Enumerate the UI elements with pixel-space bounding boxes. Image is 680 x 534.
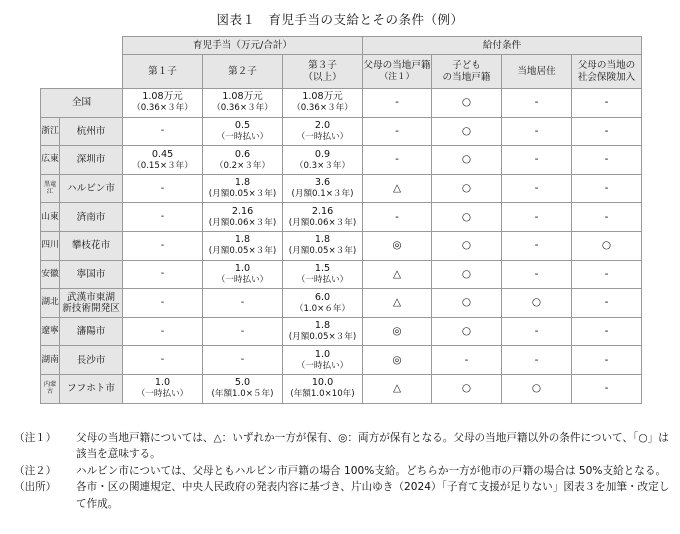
allowance-cell-child1	[123, 146, 203, 175]
allowance-amount: 1.0	[154, 377, 171, 389]
allowance-cell-child2	[203, 260, 283, 289]
condition-child-hukou: ○	[432, 231, 502, 260]
condition-local-residence: ○	[502, 374, 572, 403]
corner-cell	[41, 37, 123, 89]
allowance-breakdown: (月額0.05×３年)	[208, 246, 277, 257]
allowance-breakdown: (月額0.1×３年)	[291, 189, 354, 200]
row-region-label: 湖南	[41, 346, 60, 375]
header-child3-line2: （以上）	[303, 71, 342, 83]
header-child2: 第２子	[203, 55, 283, 89]
allowance-amount: 0.6	[234, 148, 251, 160]
allowance-cell-child1	[123, 289, 203, 318]
allowance-cell-child2	[203, 146, 283, 175]
allowance-amount: 0.5	[234, 120, 251, 132]
allowance-breakdown: （1.0×６年）	[294, 303, 351, 314]
allowance-amount: -	[160, 354, 165, 366]
row-city-name: 攀枝花市	[60, 231, 123, 260]
allowance-cell-child2	[203, 231, 283, 260]
condition-child-hukou: ○	[432, 374, 502, 403]
condition-parent-hukou: -	[363, 203, 432, 232]
header-child-hukou-line2: の当地戸籍	[442, 71, 491, 83]
allowance-amount: 6.0	[314, 291, 331, 303]
condition-parent-hukou: -	[363, 117, 432, 146]
allowance-amount: -	[160, 296, 165, 308]
allowance-amount: 1.08万元	[302, 91, 343, 103]
allowance-amount: 1.08万元	[222, 91, 263, 103]
allowance-breakdown: (月額0.05×３年)	[208, 189, 277, 200]
allowance-cell-child2	[203, 289, 283, 318]
condition-social-insurance: -	[572, 203, 642, 232]
condition-local-residence: -	[502, 89, 572, 118]
allowance-breakdown: （一時払い）	[296, 360, 349, 371]
allowance-amount: 2.16	[231, 205, 254, 217]
condition-child-hukou: ○	[432, 260, 502, 289]
table-row	[41, 89, 642, 118]
condition-local-residence: -	[502, 317, 572, 346]
allowance-cell-child2	[203, 317, 283, 346]
row-city-name: 瀋陽市	[60, 317, 123, 346]
note-tag: （出所）	[14, 481, 57, 494]
row-city-name: 全国	[41, 89, 123, 118]
allowance-cell-child3	[283, 89, 363, 118]
condition-social-insurance: -	[572, 260, 642, 289]
condition-parent-hukou: -	[363, 89, 432, 118]
row-region-label: 安徽	[41, 260, 60, 289]
condition-parent-hukou: △	[363, 374, 432, 403]
allowance-amount: -	[160, 211, 165, 223]
allowance-breakdown: （0.36×３年）	[292, 103, 353, 114]
allowance-breakdown: (月額0.06×３年)	[288, 217, 357, 228]
table-row	[41, 231, 642, 260]
table-row	[41, 174, 642, 203]
condition-parent-hukou: ◎	[363, 317, 432, 346]
condition-local-residence: -	[502, 146, 572, 175]
allowance-cell-child1	[123, 117, 203, 146]
condition-child-hukou: ○	[432, 174, 502, 203]
row-region-label: 内蒙古	[41, 374, 60, 403]
allowance-cell-child3	[283, 231, 363, 260]
table-body	[41, 89, 642, 404]
table-row	[41, 203, 642, 232]
allowance-amount: 2.16	[311, 205, 334, 217]
condition-child-hukou: ○	[432, 89, 502, 118]
condition-child-hukou: ○	[432, 203, 502, 232]
table-row	[41, 146, 642, 175]
allowance-cell-child3	[283, 346, 363, 375]
table-row	[41, 374, 642, 403]
allowance-amount: 1.8	[314, 234, 331, 246]
condition-parent-hukou: △	[363, 289, 432, 318]
row-region-label: 山東	[41, 203, 60, 232]
allowance-breakdown: (月額0.06×３年)	[208, 217, 277, 228]
row-city-name: 長沙市	[60, 346, 123, 375]
allowance-breakdown: （一時払い）	[216, 132, 269, 143]
allowance-breakdown: （0.3×３年）	[294, 160, 351, 171]
header-child3-line1: 第３子	[308, 59, 337, 71]
condition-child-hukou: ○	[432, 117, 502, 146]
condition-local-residence: -	[502, 346, 572, 375]
header-social-insurance-line2: 社会保険加入	[577, 71, 636, 83]
row-city-name: フフホト市	[60, 374, 123, 403]
note-item	[14, 430, 674, 463]
allowance-amount: -	[160, 125, 165, 137]
header-allowance-group: 育児手当（万元/合計）	[123, 37, 363, 55]
allowance-breakdown: (月額0.05×３年)	[288, 332, 357, 343]
condition-social-insurance: -	[572, 89, 642, 118]
allowance-amount: -	[240, 296, 245, 308]
condition-parent-hukou: ◎	[363, 231, 432, 260]
condition-child-hukou: ○	[432, 146, 502, 175]
row-city-name: 杭州市	[60, 117, 123, 146]
condition-local-residence: -	[502, 260, 572, 289]
note-text: ハルビン市については、父母ともハルビン市戸籍の場合 100%支給。どちらか一方が他市の戸籍の場合は 50%支給となる。	[76, 464, 667, 477]
allowance-breakdown: （一時払い）	[216, 274, 269, 285]
table-row	[41, 117, 642, 146]
condition-local-residence: -	[502, 174, 572, 203]
header-child-hukou-line1: 子ども	[452, 59, 481, 71]
header-parent-hukou	[363, 55, 432, 89]
allowance-cell-child2	[203, 174, 283, 203]
allowance-cell-child3	[283, 117, 363, 146]
condition-social-insurance: -	[572, 374, 642, 403]
condition-parent-hukou: -	[363, 146, 432, 175]
note-tag: （注１）	[14, 432, 57, 444]
allowance-cell-child1	[123, 203, 203, 232]
allowance-breakdown: (月額0.05×３年)	[288, 246, 357, 257]
allowance-breakdown: （0.36×３年）	[132, 103, 193, 114]
header-social-insurance	[572, 55, 642, 89]
condition-social-insurance: -	[572, 346, 642, 375]
allowance-cell-child3	[283, 203, 363, 232]
header-child-hukou	[432, 55, 502, 89]
condition-local-residence: ○	[502, 289, 572, 318]
row-city-name: 武漢市東湖 新技術開発区	[60, 289, 123, 318]
condition-social-insurance: -	[572, 117, 642, 146]
allowance-cell-child3	[283, 146, 363, 175]
allowance-cell-child1	[123, 174, 203, 203]
allowance-cell-child1	[123, 260, 203, 289]
allowance-amount: 0.45	[151, 148, 174, 160]
condition-child-hukou: ○	[432, 289, 502, 318]
condition-parent-hukou: ◎	[363, 346, 432, 375]
allowance-cell-child1	[123, 374, 203, 403]
allowance-amount: 1.8	[314, 320, 331, 332]
header-local-residence: 当地居住	[502, 55, 572, 89]
row-region-label: 湖北	[41, 289, 60, 318]
row-region-label: 四川	[41, 231, 60, 260]
allowance-breakdown: (年額1.0×10年)	[290, 389, 355, 400]
condition-parent-hukou: △	[363, 260, 432, 289]
note-item	[14, 479, 674, 512]
notes-section	[14, 430, 674, 512]
allowance-cell-child3	[283, 174, 363, 203]
allowance-cell-child3	[283, 374, 363, 403]
condition-social-insurance: -	[572, 317, 642, 346]
condition-parent-hukou: △	[363, 174, 432, 203]
allowance-amount: 3.6	[314, 177, 331, 189]
allowance-cell-child1	[123, 89, 203, 118]
condition-child-hukou: -	[432, 346, 502, 375]
allowance-cell-child1	[123, 346, 203, 375]
condition-social-insurance: -	[572, 174, 642, 203]
allowance-cell-child2	[203, 346, 283, 375]
row-city-name: 寧国市	[60, 260, 123, 289]
header-parent-hukou-note: （注１）	[379, 72, 415, 83]
allowance-breakdown: （0.15×３年）	[132, 160, 193, 171]
note-text: 父母の当地戸籍については、△：いずれか一方が保有、◎：両方が保有となる。父母の当地戸籍以外の条件について、「○」は該当を意味する。	[76, 432, 669, 461]
allowance-amount: 0.9	[314, 148, 331, 160]
allowance-breakdown: （一時払い）	[296, 132, 349, 143]
condition-social-insurance: ○	[572, 231, 642, 260]
allowance-amount: 2.0	[314, 120, 331, 132]
allowance-amount: 1.0	[234, 263, 251, 274]
allowance-amount: -	[160, 182, 165, 194]
allowance-amount: -	[160, 325, 165, 337]
allowance-amount: 1.08万元	[142, 91, 183, 103]
figure-title: 図表１ 育児手当の支給とその条件（例）	[216, 12, 464, 27]
allowance-table	[40, 36, 642, 404]
allowance-breakdown: （0.36×３年）	[212, 103, 273, 114]
allowance-cell-child3	[283, 317, 363, 346]
allowance-cell-child2	[203, 374, 283, 403]
condition-local-residence: -	[502, 203, 572, 232]
header-child1: 第１子	[123, 55, 203, 89]
allowance-amount: 1.8	[234, 177, 251, 189]
note-tag: （注２）	[14, 464, 57, 477]
table-row	[41, 289, 642, 318]
row-region-label: 浙江	[41, 117, 60, 146]
row-city-name: 済南市	[60, 203, 123, 232]
allowance-breakdown: （一時払い）	[296, 274, 349, 285]
allowance-amount: -	[240, 325, 245, 337]
table-row	[41, 317, 642, 346]
condition-social-insurance: -	[572, 289, 642, 318]
allowance-amount: -	[240, 354, 245, 366]
table-row	[41, 260, 642, 289]
header-parent-hukou-line1: 父母の当地戸籍	[363, 60, 431, 72]
header-child3	[283, 55, 363, 89]
row-region-label: 黒竜江	[41, 174, 60, 203]
allowance-cell-child2	[203, 89, 283, 118]
note-text: 各市・区の関連規定、中央人民政府の発表内容に基づき、片山ゆき（2024）「子育て支援が足りない」図表３を加筆・改定して作成。	[76, 481, 670, 510]
allowance-amount: 5.0	[234, 377, 251, 389]
allowance-cell-child1	[123, 317, 203, 346]
allowance-amount: 1.0	[314, 348, 331, 360]
row-region-label: 遼寧	[41, 317, 60, 346]
allowance-cell-child1	[123, 231, 203, 260]
allowance-amount: 1.8	[234, 234, 251, 246]
allowance-amount: -	[160, 239, 165, 251]
allowance-cell-child3	[283, 289, 363, 318]
allowance-cell-child2	[203, 117, 283, 146]
allowance-breakdown: （一時払い）	[136, 389, 189, 400]
note-item	[14, 463, 674, 479]
allowance-amount: 10.0	[311, 377, 334, 389]
allowance-cell-child3	[283, 260, 363, 289]
allowance-cell-child2	[203, 203, 283, 232]
table-row	[41, 346, 642, 375]
allowance-amount: 1.5	[314, 263, 331, 274]
row-city-name: 深圳市	[60, 146, 123, 175]
condition-social-insurance: -	[572, 146, 642, 175]
header-conditions-group: 給付条件	[363, 37, 642, 55]
allowance-breakdown: (年額1.0×５年)	[211, 389, 274, 400]
condition-local-residence: -	[502, 117, 572, 146]
allowance-breakdown: （0.2×３年）	[214, 160, 271, 171]
row-city-name: ハルビン市	[60, 174, 123, 203]
allowance-amount: -	[160, 268, 165, 280]
condition-child-hukou: ○	[432, 317, 502, 346]
header-social-insurance-line1: 父母の当地の	[577, 59, 636, 71]
row-region-label: 広東	[41, 146, 60, 175]
condition-local-residence: -	[502, 231, 572, 260]
